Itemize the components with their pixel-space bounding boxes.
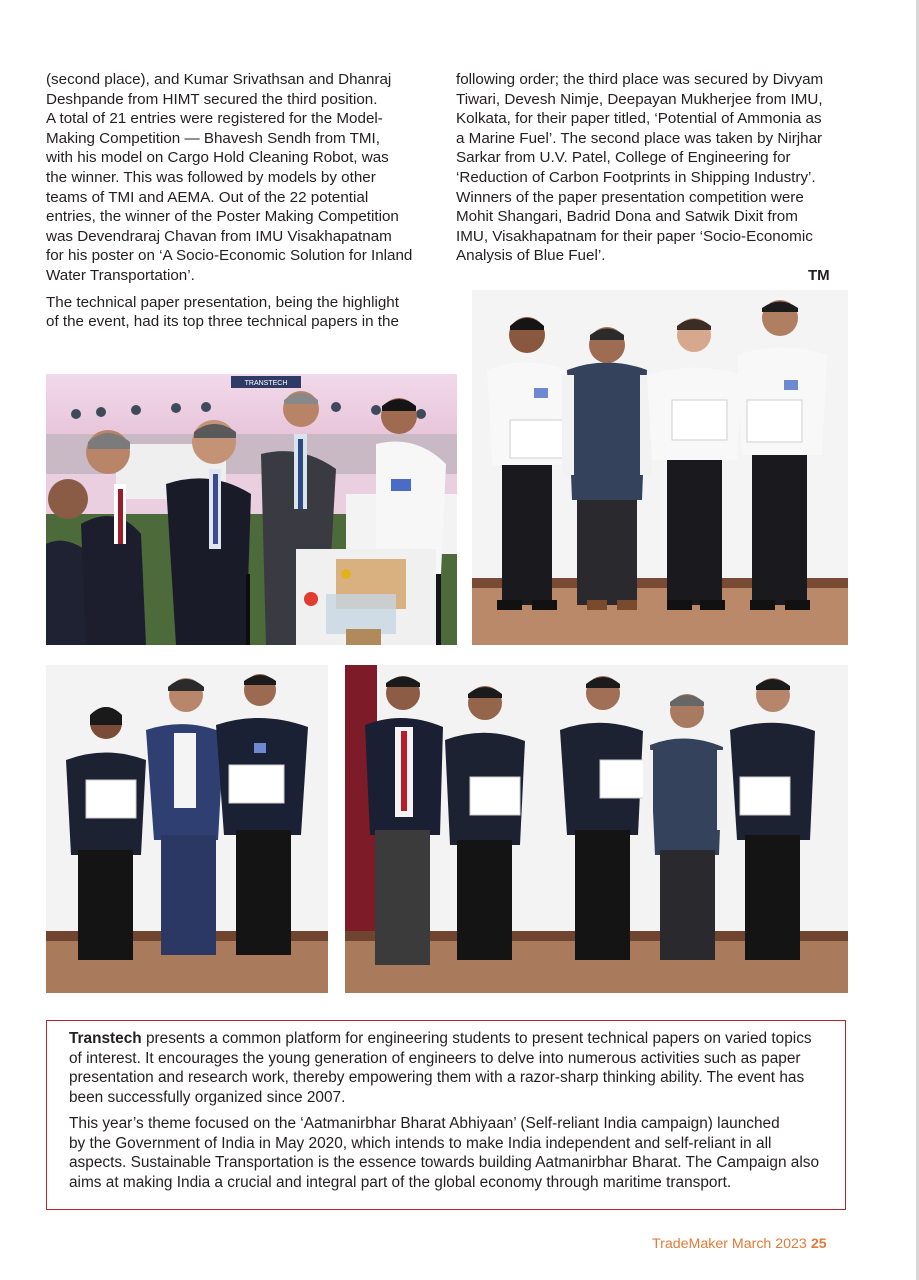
text-line: entries, the winner of the Poster Making Competition xyxy=(46,208,399,226)
text-line: for his poster on ‘A Socio-Economic Solution for Inland xyxy=(46,247,413,265)
page-number: 25 xyxy=(810,1236,827,1252)
brand-name: Transtech xyxy=(69,1030,142,1047)
text-line: (second place), and Kumar Srivathsan and Dhanraj xyxy=(46,71,392,88)
text-line: the winner. This was followed by models by other xyxy=(46,168,376,186)
article-column-right xyxy=(456,70,848,266)
text-line: was Devendraraj Chavan from IMU Visakhapatnam xyxy=(46,227,392,245)
text-line: Tiwari, Devesh Nimje, Deepayan Mukherjee from IMU, xyxy=(456,90,823,108)
article-column-left xyxy=(46,70,438,332)
page-footer xyxy=(652,1236,827,1252)
text-line: IMU, Visakhapatnam for their paper ‘Socio-Economic xyxy=(456,227,813,245)
text-line: of the event, had its top three technical papers in the xyxy=(46,313,399,331)
photo-exhibition-visit xyxy=(46,374,457,645)
text-line: Making Competition — Bhavesh Sendh from TMI, xyxy=(46,129,380,147)
text-line: The technical paper presentation, being the highlight xyxy=(46,293,399,311)
text-line: teams of TMI and AEMA. Out of the 22 potential xyxy=(46,188,369,206)
text-line: Water Transportation’. xyxy=(46,266,195,284)
text-line: Winners of the paper presentation competition were xyxy=(456,188,804,206)
infobox-line: presentation and research work, thereby empowering them with a razor-sharp thinking ability. The event has xyxy=(69,1069,805,1086)
text-line: Sarkar from U.V. Patel, College of Engineering for xyxy=(456,149,791,167)
photo-third-place-winners xyxy=(472,290,848,645)
transtech-info-box xyxy=(46,1020,846,1210)
text-line: with his model on Cargo Hold Cleaning Robot, was xyxy=(46,149,389,167)
text-line: A total of 21 entries were registered for the Model- xyxy=(46,110,383,128)
publication-name: TradeMaker March 2023 xyxy=(652,1236,807,1252)
text-line: Analysis of Blue Fuel’. xyxy=(456,247,606,265)
infobox-line: Transtech presents a common platform for engineering students to present technical papers on varied topics xyxy=(69,1030,812,1047)
infobox-line: of interest. It encourages the young generation of engineers to delve into numerous activities such as paper xyxy=(69,1049,801,1067)
text-line: Deshpande from HIMT secured the third position. xyxy=(46,90,378,108)
infobox-line: This year’s theme focused on the ‘Aatmanirbhar Bharat Abhiyaan’ (Self-reliant India campaign) launched xyxy=(69,1115,780,1132)
photo-paper-presentation-winners xyxy=(46,665,328,993)
infobox-line: aims at making India a crucial and integral part of the global economy through maritime transport. xyxy=(69,1173,732,1191)
text-line: ‘Reduction of Carbon Footprints in Shipping Industry’. xyxy=(456,168,816,186)
text-line: a Marine Fuel’. The second place was taken by Nirjhar xyxy=(456,129,823,147)
expo-banner-label: TRANSTECH xyxy=(244,380,288,387)
infobox-line: been successfully organized since 2007. xyxy=(69,1088,346,1106)
infobox-line: by the Government of India in May 2020, which intends to make India independent and self-reliant in all xyxy=(69,1134,772,1152)
text-line: Kolkata, for their paper titled, ‘Potential of Ammonia as xyxy=(456,110,822,128)
text-line: following order; the third place was secured by Divyam xyxy=(456,71,824,88)
article-end-mark: TM xyxy=(808,267,830,284)
photo-model-making-winners xyxy=(345,665,848,993)
text-line: Mohit Shangari, Badrid Dona and Satwik Dixit from xyxy=(456,208,798,226)
infobox-line: aspects. Sustainable Transportation is the essence towards building Aatmanirbhar Bharat. The Campaign also xyxy=(69,1154,820,1171)
